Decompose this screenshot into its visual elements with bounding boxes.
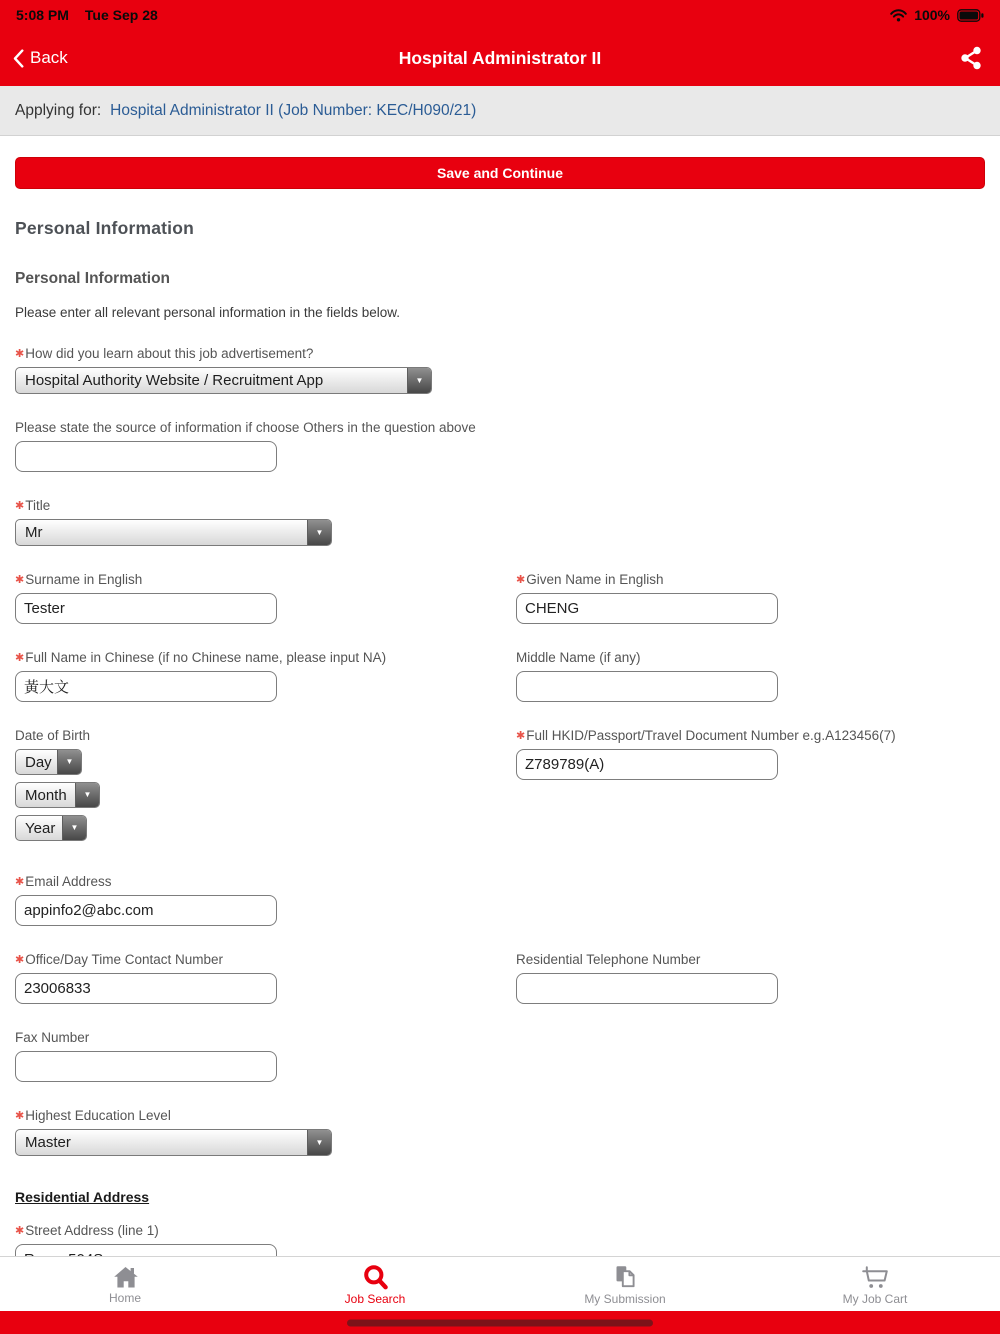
learn-select-value: Hospital Authority Website / Recruitment App [25, 372, 324, 389]
title-select-value: Mr [25, 524, 43, 541]
middle-name-input[interactable] [516, 671, 778, 702]
home-indicator[interactable] [347, 1319, 653, 1326]
required-marker: ✱ [15, 876, 25, 888]
section-title: Personal Information [15, 218, 195, 238]
cart-icon [861, 1265, 889, 1290]
office-contact-input[interactable] [15, 973, 277, 1004]
footer [0, 1256, 1000, 1334]
fax-input[interactable] [15, 1051, 277, 1082]
home-icon [113, 1266, 138, 1289]
street1-label: ✱Street Address (line 1) [15, 1223, 159, 1238]
status-bar [0, 0, 1000, 30]
page-title: Hospital Administrator II [398, 47, 602, 68]
status-time: 5:08 PM [16, 7, 69, 23]
share-icon [960, 46, 982, 70]
education-label: ✱Highest Education Level [15, 1108, 171, 1123]
required-marker: ✱ [15, 500, 25, 512]
required-marker: ✱ [15, 954, 25, 966]
source-label: Please state the source of information if choose Others in the question above [15, 420, 476, 435]
source-input[interactable] [15, 441, 277, 472]
email-input[interactable] [15, 895, 277, 926]
share-button[interactable] [960, 46, 982, 70]
chinese-name-label: ✱Full Name in Chinese (if no Chinese name, please input NA) [15, 650, 387, 665]
tab-my-submission-label: My Submission [584, 1292, 666, 1306]
documents-icon [612, 1264, 638, 1290]
title-label: ✱Title [15, 498, 51, 513]
given-name-label: ✱Given Name in English [516, 572, 664, 587]
residential-tel-label: Residential Telephone Number [516, 952, 701, 967]
tab-job-search-label: Job Search [344, 1292, 406, 1306]
wifi-icon [890, 9, 907, 22]
dob-day-value: Day [25, 753, 52, 771]
intro-text: Please enter all relevant personal information in the fields below. [15, 305, 400, 320]
dob-month-select[interactable] [15, 782, 100, 808]
form-content [0, 218, 1000, 1275]
chevron-down-icon: ▼ [62, 816, 86, 840]
subsection-title: Personal Information [15, 270, 171, 287]
dob-year-select[interactable] [15, 815, 87, 841]
required-marker: ✱ [15, 574, 25, 586]
required-marker: ✱ [15, 348, 25, 360]
status-date: Tue Sep 28 [84, 7, 158, 23]
chevron-down-icon: ▼ [57, 750, 81, 774]
dob-year-value: Year [25, 819, 56, 837]
dob-month-value: Month [25, 786, 67, 804]
tab-bar [0, 1256, 1000, 1311]
chevron-left-icon [13, 49, 24, 68]
surname-label: ✱Surname in English [15, 572, 143, 587]
education-select[interactable] [15, 1129, 332, 1156]
applying-for-bar [0, 86, 1000, 136]
given-name-input[interactable] [516, 593, 778, 624]
battery-icon [957, 9, 984, 22]
residential-tel-input[interactable] [516, 973, 778, 1004]
email-label: ✱Email Address [15, 874, 112, 889]
save-and-continue-button[interactable]: Save and Continue [15, 157, 985, 189]
tab-my-job-cart[interactable] [750, 1257, 1000, 1311]
chevron-down-icon: ▼ [75, 783, 99, 807]
surname-input[interactable] [15, 593, 277, 624]
learn-label: ✱How did you learn about this job advertisement? [15, 346, 314, 361]
residential-address-heading: Residential Address [15, 1189, 150, 1205]
tab-my-job-cart-label: My Job Cart [842, 1291, 908, 1306]
middle-name-label: Middle Name (if any) [516, 650, 641, 665]
required-marker: ✱ [516, 730, 526, 742]
chevron-down-icon: ▼ [407, 368, 431, 393]
required-marker: ✱ [516, 574, 526, 586]
learn-select[interactable] [15, 367, 432, 394]
education-select-value: Master [25, 1134, 71, 1151]
job-posting-link[interactable]: Hospital Administrator II (Job Number: KEC/H090/21) [110, 101, 477, 119]
required-marker: ✱ [15, 1110, 25, 1122]
chinese-name-input[interactable] [15, 671, 277, 702]
office-contact-label: ✱Office/Day Time Contact Number [15, 952, 224, 967]
dob-day-select[interactable] [15, 749, 82, 775]
search-icon [362, 1264, 389, 1290]
chevron-down-icon: ▼ [307, 520, 331, 545]
battery-percent: 100% [914, 7, 950, 23]
dob-label: Date of Birth [15, 728, 91, 743]
back-button[interactable] [13, 48, 68, 68]
required-marker: ✱ [15, 1225, 25, 1237]
tab-home[interactable] [0, 1257, 250, 1311]
tab-my-submission[interactable] [500, 1257, 750, 1311]
tab-home-label: Home [108, 1290, 141, 1305]
back-label: Back [30, 48, 68, 67]
hkid-label: ✱Full HKID/Passport/Travel Document Number e.g.A123456(7) [516, 728, 896, 743]
bottom-strip [0, 1311, 1000, 1334]
fax-label: Fax Number [15, 1030, 90, 1045]
tab-job-search[interactable] [250, 1257, 500, 1311]
nav-bar [0, 30, 1000, 86]
required-marker: ✱ [15, 652, 25, 664]
hkid-input[interactable] [516, 749, 778, 780]
chevron-down-icon: ▼ [307, 1130, 331, 1155]
title-select[interactable] [15, 519, 332, 546]
applying-for-label: Applying for: [15, 101, 102, 119]
